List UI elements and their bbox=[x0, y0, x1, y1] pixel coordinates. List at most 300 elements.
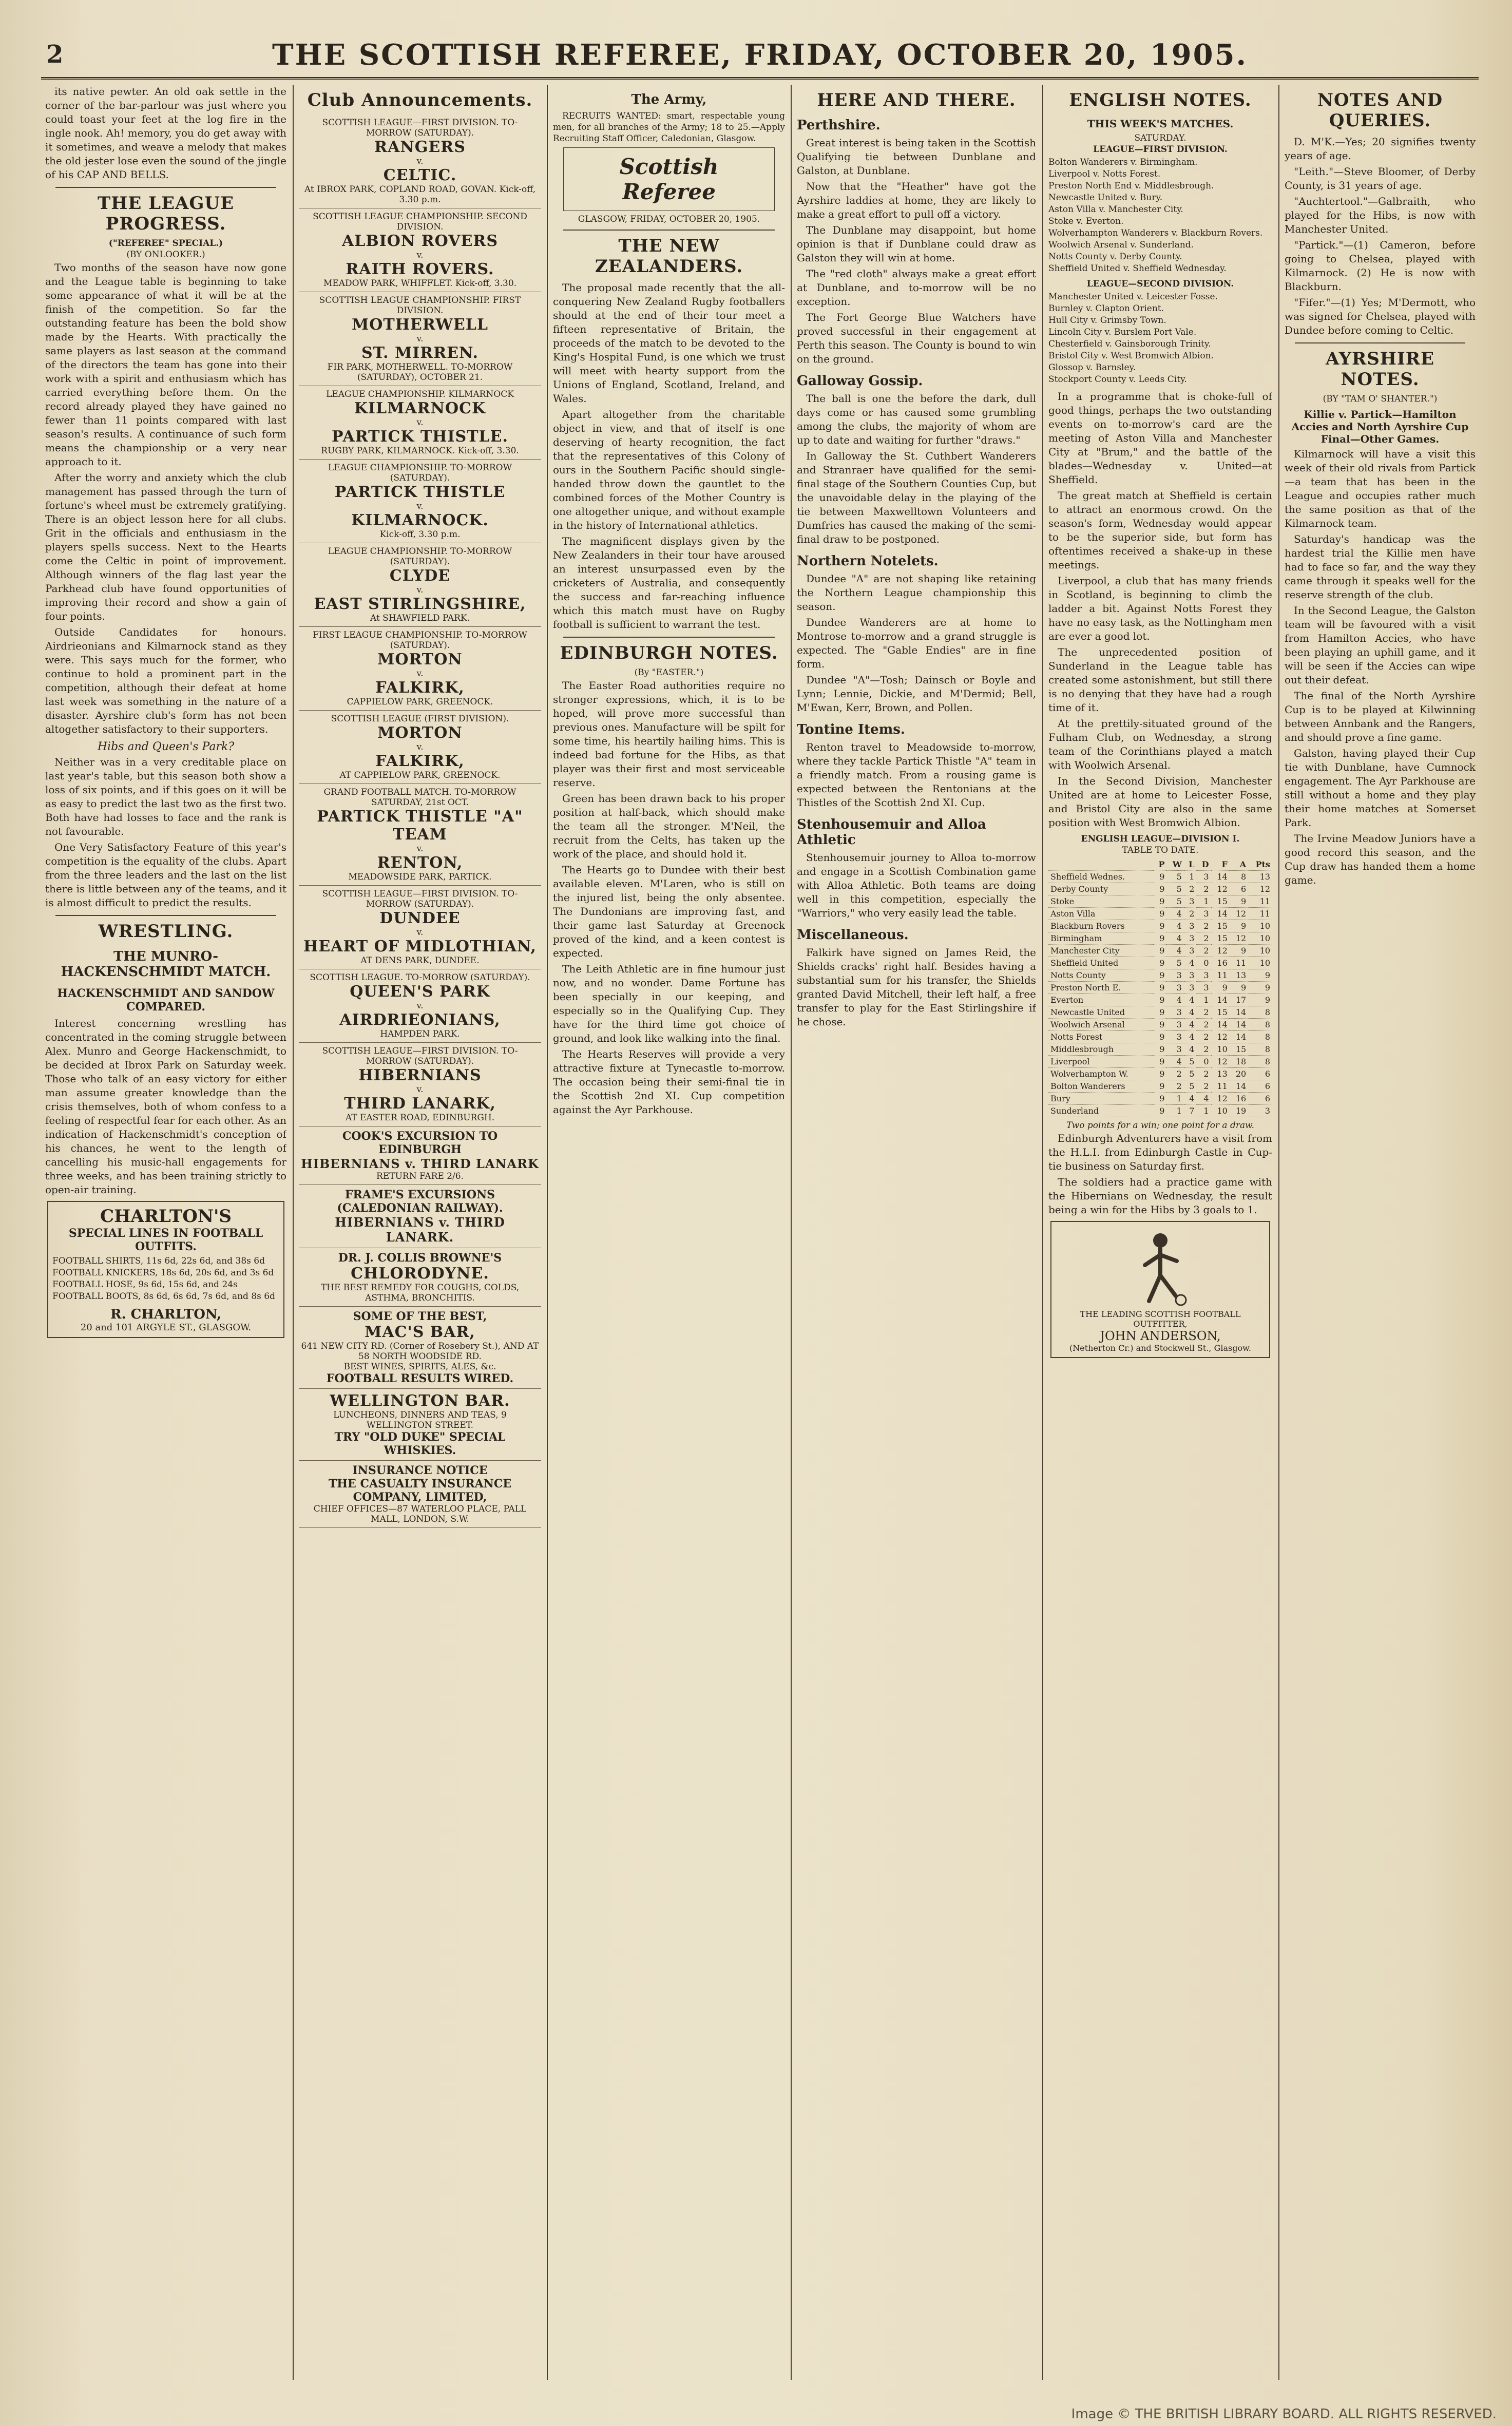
table-cell: 4 bbox=[1166, 908, 1183, 920]
advert-address: CHIEF OFFICES—87 WATERLOO PLACE, PALL MALL, LONDON, S.W. bbox=[313, 1504, 527, 1524]
advert-address: (Netherton Cr.) and Stockwell St., Glasgow. bbox=[1069, 1343, 1251, 1353]
advert-venue: CAPPIELOW PARK, GREENOCK. bbox=[347, 697, 493, 707]
day-label: SATURDAY. bbox=[1134, 133, 1186, 143]
table-cell: 7 bbox=[1184, 1105, 1197, 1117]
table-cell: 3 bbox=[1196, 871, 1211, 883]
table-cell: 11 bbox=[1211, 969, 1230, 982]
table-cell: Sheffield United bbox=[1048, 957, 1154, 969]
club-announcements-heading: Club Announcements. bbox=[307, 90, 533, 110]
fixtures-second-division bbox=[1048, 291, 1272, 386]
advert-versus: v. bbox=[416, 250, 424, 260]
table-cell: Bury bbox=[1048, 1093, 1154, 1105]
advert-address: 641 NEW CITY RD. (Corner of Rosebery St.), AND AT 58 NORTH WOODSIDE RD. bbox=[301, 1341, 539, 1362]
table-cell: 11 bbox=[1248, 908, 1272, 920]
advert-venue: AT DENS PARK, DUNDEE. bbox=[360, 956, 480, 966]
table-cell: 2 bbox=[1196, 932, 1211, 945]
advert-name: THE CASUALTY INSURANCE COMPANY, LIMITED, bbox=[328, 1477, 512, 1504]
table-cell: 2 bbox=[1196, 1019, 1211, 1031]
table-cell: 5 bbox=[1166, 883, 1183, 895]
table-cell: 9 bbox=[1154, 945, 1167, 957]
advert-league: SCOTTISH LEAGUE—FIRST DIVISION. TO-MORROW (SATURDAY). bbox=[322, 889, 518, 909]
table-header-row bbox=[1048, 858, 1272, 871]
insurance-advert bbox=[299, 1461, 541, 1528]
match-advert bbox=[299, 292, 541, 386]
advert-home-team: CLYDE bbox=[389, 567, 451, 585]
table-cell: 12 bbox=[1211, 1031, 1230, 1043]
advert-title: FRAME'S EXCURSIONS (CALEDONIAN RAILWAY). bbox=[337, 1188, 503, 1215]
advert-away-team: FALKIRK, bbox=[375, 679, 465, 697]
table-cell: 2 bbox=[1196, 883, 1211, 895]
table-cell: 5 bbox=[1184, 1056, 1197, 1068]
article-paragraph: Edinburgh Adventurers have a visit from the H.L.I. from Edinburgh Castle in Cup-tie business on Saturday first. bbox=[1048, 1132, 1272, 1172]
article-paragraph: The Leith Athletic are in fine humour just now, and no wonder. Dame Fortune has been specially in our keeping, and especially so in the Qualifying Cup. They have for the third time got choice of ground, and look like walking into the final. bbox=[553, 963, 785, 1044]
match-advert bbox=[299, 114, 541, 208]
article-paragraph: In the Second League, the Galston team will be favoured with a visit from Hamilton Accies, who have been playing an uphill game, and it will be seen if the Accies can wipe out their defeat. bbox=[1285, 604, 1476, 686]
table-cell: 3 bbox=[1166, 1019, 1183, 1031]
advert-venue: At IBROX PARK, COPLAND ROAD, GOVAN. Kick-off, 3.30 p.m. bbox=[304, 184, 536, 205]
article-paragraph: Stenhousemuir journey to Alloa to-morrow and engage in a Scottish Combination game with Alloa Athletic. Both teams are doing well in this competition, especially the "Warriors," who very easily lead the table. bbox=[797, 851, 1036, 919]
article-paragraph: Dundee "A"—Tosh; Dainsch or Boyle and Lynn; Lennie, Dickie, and M'Dermid; Bell, M'Ewan, Kerr, Brown, and Pollen. bbox=[797, 674, 1036, 714]
column-1 bbox=[45, 85, 286, 2385]
table-row bbox=[1048, 1019, 1272, 1031]
club-ads bbox=[299, 114, 541, 1126]
table-cell: 9 bbox=[1230, 920, 1248, 932]
lead-in-paragraph: its native pewter. An old oak settle in the corner of the bar-parlour was just where you could toast your feet at the log fire in the ingle nook. Ah! memory, you do get away with it sometimes, and weave a melody that makes the old jester lose even the sound of the jingle of his CAP AND BELLS. bbox=[45, 85, 286, 181]
advert-league: SCOTTISH LEAGUE—FIRST DIVISION. TO-MORROW (SATURDAY). bbox=[322, 118, 518, 138]
table-row bbox=[1048, 1068, 1272, 1080]
advert-line: FOOTBALL BOOTS, 8s 6d, 6s 6d, 7s 6d, and 8s 6d bbox=[52, 1291, 275, 1302]
article-paragraph: One Very Satisfactory Feature of this year's competition is the equality of the clubs. Apart from the three leaders and the last on the list there is little between any of the teams, and it is almost difficult to predict the results. bbox=[45, 841, 286, 909]
table-cell: 3 bbox=[1166, 1006, 1183, 1019]
table-cell: Derby County bbox=[1048, 883, 1154, 895]
here-and-there-heading: HERE AND THERE. bbox=[817, 90, 1016, 110]
advert-home-team: HIBERNIANS bbox=[358, 1066, 482, 1084]
table-note: Two points for a win; one point for a draw. bbox=[1066, 1120, 1255, 1131]
match-advert bbox=[299, 543, 541, 627]
advert-versus: v. bbox=[416, 668, 424, 679]
paper-title: THE SCOTTISH REFEREE, FRIDAY, OCTOBER 20, 1905. bbox=[272, 38, 1248, 72]
query-paragraph: D. M'K.—Yes; 20 signifies twenty years of age. bbox=[1285, 136, 1476, 162]
table-cell: 9 bbox=[1211, 982, 1230, 994]
table-cell: 5 bbox=[1184, 1080, 1197, 1093]
advert-league: LEAGUE CHAMPIONSHIP. TO-MORROW (SATURDAY). bbox=[328, 463, 512, 483]
table-cell: 0 bbox=[1196, 957, 1211, 969]
fixture-line: Bristol City v. West Bromwich Albion. bbox=[1048, 351, 1214, 361]
fixture-line: Liverpool v. Notts Forest. bbox=[1048, 169, 1161, 179]
article-paragraph: The Dunblane may disappoint, but home opinion is that if Dunblane could draw as Galston they will win at home. bbox=[797, 224, 1036, 264]
advert-name: R. CHARLTON, bbox=[110, 1307, 222, 1322]
advert-versus: v. bbox=[416, 501, 424, 511]
anderson-advert bbox=[1050, 1221, 1270, 1358]
article-paragraph: Interest concerning wrestling has concentrated in the coming struggle between Alex. Munro and George Hackenschmidt, to be decided at Ibrox Park on Saturday week. Those who talk of an easy victory for either man assume greater knowledge than the crisis themselves, both of whom confess to a feeling of respectful fear for each other. As an indication of Hackenschmidt's conception of his chances, he went to the length of cancelling his music-hall engagements for three weeks, and has been training strictly to open-air training. bbox=[45, 1017, 286, 1196]
advert-home-team: MORTON bbox=[377, 724, 463, 742]
charlton-advert bbox=[47, 1201, 284, 1338]
advert-venue: RUGBY PARK, KILMARNOCK. Kick-off, 3.30. bbox=[321, 446, 519, 456]
advert-text: THE BEST REMEDY FOR COUGHS, COLDS, ASTHMA, BRONCHITIS. bbox=[320, 1283, 520, 1303]
table-header-cell: L bbox=[1184, 858, 1197, 871]
advert-text: LUNCHEONS, DINNERS AND TEAS, 9 WELLINGTON STREET. bbox=[333, 1410, 507, 1430]
table-cell: 9 bbox=[1154, 1031, 1167, 1043]
new-zealanders-heading: THE NEW ZEALANDERS. bbox=[595, 236, 743, 277]
division-label: LEAGUE—FIRST DIVISION. bbox=[1093, 144, 1228, 155]
table-cell: 9 bbox=[1154, 969, 1167, 982]
advert-title: INSURANCE NOTICE bbox=[352, 1464, 488, 1477]
table-cell: 12 bbox=[1211, 945, 1230, 957]
advert-line: FOOTBALL HOSE, 9s 6d, 15s 6d, and 24s bbox=[52, 1279, 238, 1290]
table-cell: Stoke bbox=[1048, 895, 1154, 908]
table-cell: 14 bbox=[1230, 1031, 1248, 1043]
table-cell: 11 bbox=[1230, 957, 1248, 969]
advert-league: SCOTTISH LEAGUE CHAMPIONSHIP. SECOND DIVISION. bbox=[313, 212, 527, 232]
table-header-cell: Pts bbox=[1248, 858, 1272, 871]
table-cell: 6 bbox=[1248, 1080, 1272, 1093]
advert-versus: v. bbox=[416, 334, 424, 344]
table-cell: 4 bbox=[1184, 1006, 1197, 1019]
advert-home-team: PARTICK THISTLE bbox=[334, 483, 506, 501]
subheading: Hibs and Queen's Park? bbox=[97, 740, 235, 753]
article-paragraph: Saturday's handicap was the hardest trial the Killie men have had to face so far, and the way they came through it speaks well for the reserve strength of the club. bbox=[1285, 533, 1476, 601]
advert-match: HIBERNIANS v. THIRD LANARK. bbox=[335, 1215, 505, 1245]
table-row bbox=[1048, 1080, 1272, 1093]
table-cell: 2 bbox=[1196, 1043, 1211, 1056]
table-cell: 5 bbox=[1166, 957, 1183, 969]
table-cell: 18 bbox=[1230, 1056, 1248, 1068]
table-cell: 19 bbox=[1230, 1105, 1248, 1117]
table-header-cell: A bbox=[1230, 858, 1248, 871]
table-row bbox=[1048, 994, 1272, 1006]
table-cell: 14 bbox=[1230, 1080, 1248, 1093]
advert-home-team: PARTICK THISTLE "A" TEAM bbox=[317, 808, 523, 844]
table-cell: 6 bbox=[1230, 883, 1248, 895]
fixture-line: Burnley v. Clapton Orient. bbox=[1048, 303, 1164, 314]
macs-bar-advert bbox=[299, 1307, 541, 1389]
fixture-line: Stoke v. Everton. bbox=[1048, 216, 1124, 226]
divider bbox=[55, 187, 276, 188]
table-cell: 9 bbox=[1154, 1043, 1167, 1056]
column-6 bbox=[1285, 85, 1476, 2385]
advert-venue: MEADOWSIDE PARK, PARTICK. bbox=[348, 872, 492, 882]
divider bbox=[563, 637, 775, 638]
table-cell: 4 bbox=[1184, 1031, 1197, 1043]
table-cell: 2 bbox=[1184, 908, 1197, 920]
table-cell: Liverpool bbox=[1048, 1056, 1154, 1068]
match-advert bbox=[299, 711, 541, 784]
advert-versus: v. bbox=[416, 742, 424, 752]
advert-match: HIBERNIANS v. THIRD LANARK bbox=[301, 1156, 539, 1171]
table-cell: 8 bbox=[1248, 1031, 1272, 1043]
table-cell: 9 bbox=[1230, 945, 1248, 957]
article-paragraph: The great match at Sheffield is certain to attract an enormous crowd. On the season's form, Wednesday would appear to be the superior side, but form has oftentimes received a shake-up in these meetings. bbox=[1048, 489, 1272, 571]
army-notice: RECRUITS WANTED: smart, respectable young men, for all branches of the Army; 18 to 25.—Apply Recruiting Staff Officer, Caledonian, Glasgow. bbox=[553, 111, 785, 144]
article-paragraph: Neither was in a very creditable place on last year's table, but this season both show a loss of six points, and if this goes on it will be as easy to predict the last two as the first two. Both have had losses to face and the rank is not favourable. bbox=[45, 756, 286, 837]
article-paragraph: After the worry and anxiety which the club management has passed through the turn of fortune's wheel must be extremely gratifying. There is an object lesson here for all clubs. Grit in the officials and enthusiasm in the players spells success. Next to the Hearts come the Celtic in point of improvement. Although winners of the flag last year the Parkhead club have found opportunities of improving their record and show a gain of four points. bbox=[45, 471, 286, 622]
table-cell: 9 bbox=[1154, 994, 1167, 1006]
match-advert bbox=[299, 784, 541, 886]
table-cell: 8 bbox=[1248, 1019, 1272, 1031]
advert-away-team: CELTIC. bbox=[383, 166, 457, 184]
table-cell: 5 bbox=[1166, 871, 1183, 883]
table-cell: 3 bbox=[1248, 1105, 1272, 1117]
article-paragraph: The magnificent displays given by the New Zealanders in their tour have aroused an interest unsurpassed even by the cricketers of Australia, and consequently the success and far-reaching influence which this match must have on Rugby football is sufficient to warrant the test. bbox=[553, 535, 785, 631]
comparison-heading: HACKENSCHMIDT AND SANDOW COMPARED. bbox=[57, 987, 275, 1014]
table-cell: 8 bbox=[1248, 1056, 1272, 1068]
table-cell: 4 bbox=[1184, 957, 1197, 969]
table-cell: 9 bbox=[1154, 895, 1167, 908]
divider bbox=[563, 230, 775, 231]
table-cell: 16 bbox=[1230, 1093, 1248, 1105]
table-cell: Everton bbox=[1048, 994, 1154, 1006]
table-cell: Notts County bbox=[1048, 969, 1154, 982]
table-cell: 3 bbox=[1184, 920, 1197, 932]
table-cell: 11 bbox=[1211, 1080, 1230, 1093]
table-cell: 15 bbox=[1211, 895, 1230, 908]
table-cell: 8 bbox=[1248, 1043, 1272, 1056]
edinburgh-notes-heading: EDINBURGH NOTES. bbox=[560, 643, 778, 663]
column-3 bbox=[553, 85, 785, 2385]
divider bbox=[55, 915, 276, 916]
division-label: LEAGUE—SECOND DIVISION. bbox=[1086, 279, 1234, 289]
table-row bbox=[1048, 871, 1272, 883]
query-paragraph: "Partick."—(1) Cameron, before going to Chelsea, played with Kilmarnock. (2) He is now with Blackburn. bbox=[1285, 239, 1476, 293]
table-cell: 10 bbox=[1248, 932, 1272, 945]
advert-text: FOOTBALL RESULTS WIRED. bbox=[326, 1372, 514, 1385]
table-row bbox=[1048, 1105, 1272, 1117]
match-advert bbox=[299, 1043, 541, 1126]
advert-league: SCOTTISH LEAGUE (FIRST DIVISION). bbox=[331, 714, 509, 724]
table-cell: 16 bbox=[1211, 957, 1230, 969]
table-cell: 9 bbox=[1154, 1093, 1167, 1105]
query-paragraph: "Auchtertool."—Galbraith, who played for the Hibs, is now with Manchester United. bbox=[1285, 195, 1476, 235]
table-cell: 2 bbox=[1196, 945, 1211, 957]
match-advert bbox=[299, 208, 541, 292]
article-paragraph: Falkirk have signed on James Reid, the Shields cracks' right half. Besides having a substantial sum for his transfer, the Shields granted David Mitchell, their left half, a free transfer to play for the East Stirlingshire if he chose. bbox=[797, 946, 1036, 1028]
advert-name: WELLINGTON BAR. bbox=[330, 1392, 510, 1410]
table-cell: 4 bbox=[1166, 920, 1183, 932]
advert-league: LEAGUE CHAMPIONSHIP. TO-MORROW (SATURDAY). bbox=[328, 546, 512, 567]
table-cell: 2 bbox=[1184, 883, 1197, 895]
table-cell: 14 bbox=[1211, 994, 1230, 1006]
section-heading: Miscellaneous. bbox=[797, 927, 909, 943]
table-cell: Blackburn Rovers bbox=[1048, 920, 1154, 932]
fixture-line: Glossop v. Barnsley. bbox=[1048, 362, 1136, 373]
table-cell: 12 bbox=[1211, 1056, 1230, 1068]
army-heading: The Army, bbox=[631, 92, 707, 107]
table-row bbox=[1048, 1093, 1272, 1105]
advert-versus: v. bbox=[416, 156, 424, 166]
advert-home-team: DUNDEE bbox=[379, 909, 461, 927]
table-cell: 1 bbox=[1184, 871, 1197, 883]
section-heading: Northern Notelets. bbox=[797, 553, 939, 569]
advert-home-team: ALBION ROVERS bbox=[341, 232, 499, 250]
table-cell: Newcastle United bbox=[1048, 1006, 1154, 1019]
match-advert bbox=[299, 386, 541, 460]
table-cell: 9 bbox=[1154, 1056, 1167, 1068]
table-row bbox=[1048, 945, 1272, 957]
table-row bbox=[1048, 920, 1272, 932]
advert-league: SCOTTISH LEAGUE CHAMPIONSHIP. FIRST DIVISION. bbox=[319, 295, 521, 316]
advert-subtitle: SPECIAL LINES IN FOOTBALL OUTFITS. bbox=[68, 1227, 263, 1253]
advert-venue: HAMPDEN PARK. bbox=[380, 1029, 460, 1039]
advert-line: FOOTBALL KNICKERS, 18s 6d, 20s 6d, and 3s 6d bbox=[52, 1268, 274, 1278]
table-cell: 10 bbox=[1211, 1043, 1230, 1056]
advert-home-team: MOTHERWELL bbox=[352, 316, 488, 334]
table-cell: 10 bbox=[1248, 945, 1272, 957]
article-paragraph: The Hearts Reserves will provide a very attractive fixture at Tynecastle to-morrow. The occasion being their semi-final tie in the Scottish 2nd XI. Cup competition against the Ayr Parkhouse. bbox=[553, 1048, 785, 1116]
column-4 bbox=[797, 85, 1036, 2385]
chlorodyne-advert bbox=[299, 1248, 541, 1307]
table-subtitle: TABLE TO DATE. bbox=[1122, 845, 1199, 855]
advert-title: THE LEADING SCOTTISH FOOTBALL OUTFITTER, bbox=[1080, 1309, 1241, 1329]
column-2 bbox=[299, 85, 541, 2385]
fixture-line: Aston Villa v. Manchester City. bbox=[1048, 204, 1183, 215]
table-cell: 6 bbox=[1248, 1093, 1272, 1105]
table-cell: 9 bbox=[1154, 1080, 1167, 1093]
table-cell: 1 bbox=[1166, 1093, 1183, 1105]
fixture-line: Lincoln City v. Burslem Port Vale. bbox=[1048, 327, 1197, 337]
table-cell: 2 bbox=[1166, 1068, 1183, 1080]
table-cell: Sheffield Wednes. bbox=[1048, 871, 1154, 883]
table-cell: 5 bbox=[1166, 895, 1183, 908]
table-cell: Middlesbrough bbox=[1048, 1043, 1154, 1056]
article-paragraph: Kilmarnock will have a visit this week of their old rivals from Partick—a team that has been in the League and occupies rather much the same position as that of the Kilmarnock team. bbox=[1285, 448, 1476, 529]
frame-excursion-advert bbox=[299, 1185, 541, 1248]
advert-title: COOK'S EXCURSION TO EDINBURGH bbox=[342, 1130, 498, 1156]
table-cell: 12 bbox=[1248, 883, 1272, 895]
english-notes-heading: ENGLISH NOTES. bbox=[1069, 90, 1252, 110]
table-cell: 14 bbox=[1211, 871, 1230, 883]
article-paragraph: Green has been drawn back to his proper position at half-back, which should make the team all the stronger. M'Neil, the recruit from the Celts, has taken up the work of the place, and should hold it. bbox=[553, 792, 785, 860]
byline: (BY "TAM O' SHANTER.") bbox=[1323, 394, 1438, 404]
query-paragraph: "Leith."—Steve Bloomer, of Derby County, is 31 years of age. bbox=[1285, 165, 1476, 192]
table-body bbox=[1048, 871, 1272, 1117]
advert-away-team: KILMARNOCK. bbox=[351, 511, 489, 529]
table-cell: 0 bbox=[1196, 1056, 1211, 1068]
table-cell: 3 bbox=[1184, 982, 1197, 994]
table-cell: 3 bbox=[1166, 1031, 1183, 1043]
column-rule bbox=[547, 85, 548, 2380]
column-5 bbox=[1048, 85, 1272, 2385]
article-paragraph: Liverpool, a club that has many friends in Scotland, is beginning to climb the ladder a bit. Against Notts Forest they have no easy task, as the Nottingham men are ever a good lot. bbox=[1048, 575, 1272, 642]
advert-versus: v. bbox=[416, 417, 424, 428]
article-paragraph: Now that the "Heather" have got the Ayrshire laddies at home, they are likely to make a great effort to pull off a victory. bbox=[797, 180, 1036, 220]
article-paragraph: At the prettily-situated ground of the Fulham Club, on Wednesday, a strong team of the Corinthians played a match with Woolwich Arsenal. bbox=[1048, 717, 1272, 771]
fixture-line: Woolwich Arsenal v. Sunderland. bbox=[1048, 240, 1194, 250]
advert-name: JOHN ANDERSON, bbox=[1100, 1329, 1221, 1343]
advert-league: LEAGUE CHAMPIONSHIP. KILMARNOCK bbox=[326, 389, 514, 399]
table-header-cell: P bbox=[1154, 858, 1167, 871]
advert-league: SCOTTISH LEAGUE—FIRST DIVISION. TO-MORROW (SATURDAY). bbox=[322, 1046, 518, 1066]
table-row bbox=[1048, 883, 1272, 895]
table-cell: 9 bbox=[1248, 969, 1272, 982]
table-row bbox=[1048, 1006, 1272, 1019]
fixture-line: Stockport County v. Leeds City. bbox=[1048, 374, 1187, 385]
advert-title: CHARLTON'S bbox=[100, 1206, 232, 1227]
table-cell: 14 bbox=[1211, 1019, 1230, 1031]
table-cell: 1 bbox=[1196, 895, 1211, 908]
table-cell: 9 bbox=[1154, 920, 1167, 932]
table-cell: Notts Forest bbox=[1048, 1031, 1154, 1043]
article-paragraph: The ball is one the before the dark, dull days come or has caused some grumbling among the clubs, the majority of whom are up to date and waiting for further "draws." bbox=[797, 392, 1036, 446]
article-paragraph: The Easter Road authorities require no stronger expressions, which, it is to be hoped, will prove more successful than previous ones. Manufacture will be spilt for some time, his heartily hailing hims. This is indeed bad fortune for the Hibs, as that player was their first and most serviceable reserve. bbox=[553, 679, 785, 789]
table-cell: 2 bbox=[1196, 1006, 1211, 1019]
table-cell: 12 bbox=[1211, 883, 1230, 895]
advert-title: DR. J. COLLIS BROWNE'S bbox=[338, 1251, 502, 1265]
table-cell: 14 bbox=[1230, 1019, 1248, 1031]
table-cell: 12 bbox=[1230, 932, 1248, 945]
table-cell: 1 bbox=[1196, 1105, 1211, 1117]
advert-versus: v. bbox=[416, 585, 424, 595]
table-cell: 3 bbox=[1184, 969, 1197, 982]
table-cell: 9 bbox=[1154, 1019, 1167, 1031]
table-cell: 9 bbox=[1230, 895, 1248, 908]
table-row bbox=[1048, 932, 1272, 945]
advert-venue: MEADOW PARK, WHIFFLET. Kick-off, 3.30. bbox=[323, 278, 517, 289]
table-cell: 3 bbox=[1166, 982, 1183, 994]
table-cell: 9 bbox=[1154, 871, 1167, 883]
masthead bbox=[41, 31, 1479, 77]
advert-venue: Kick-off, 3.30 p.m. bbox=[379, 529, 461, 540]
fixture-line: Hull City v. Grimsby Town. bbox=[1048, 315, 1166, 326]
advert-away-team: THIRD LANARK, bbox=[344, 1095, 496, 1113]
notes-and-queries-heading: NOTES AND QUERIES. bbox=[1317, 90, 1443, 131]
section-heading: Tontine Items. bbox=[797, 722, 905, 737]
league-table bbox=[1048, 858, 1272, 1117]
table-cell: 9 bbox=[1154, 883, 1167, 895]
table-cell: 4 bbox=[1166, 945, 1183, 957]
table-cell: Birmingham bbox=[1048, 932, 1154, 945]
advert-line: FOOTBALL SHIRTS, 11s 6d, 22s 6d, and 38s 6d bbox=[52, 1256, 265, 1266]
advert-league: GRAND FOOTBALL MATCH. TO-MORROW SATURDAY, 21st OCT. bbox=[323, 787, 516, 808]
table-cell: 9 bbox=[1154, 1006, 1167, 1019]
advert-versus: v. bbox=[416, 844, 424, 854]
table-cell: 9 bbox=[1154, 908, 1167, 920]
column-rule bbox=[1278, 85, 1279, 2380]
table-cell: 3 bbox=[1196, 908, 1211, 920]
table-cell: 8 bbox=[1230, 871, 1248, 883]
table-header-cell bbox=[1048, 858, 1154, 871]
article-paragraph: The Hearts go to Dundee with their best available eleven. M'Laren, who is still on the injured list, being the only absentee. The Dundonians are improving fast, and their game last Saturday at Greenock proved of the kind, and a keen contest is expected. bbox=[553, 864, 785, 959]
advert-venue: AT EASTER ROAD, EDINBURGH. bbox=[345, 1113, 495, 1123]
table-cell: 12 bbox=[1211, 1093, 1230, 1105]
table-row bbox=[1048, 957, 1272, 969]
table-cell: 3 bbox=[1196, 982, 1211, 994]
advert-league: FIRST LEAGUE CHAMPIONSHIP. TO-MORROW (SATURDAY). bbox=[313, 630, 527, 651]
fixture-line: Chesterfield v. Gainsborough Trinity. bbox=[1048, 339, 1211, 349]
table-cell: Sunderland bbox=[1048, 1105, 1154, 1117]
column-rule bbox=[1042, 85, 1043, 2380]
advert-venue: AT CAPPIELOW PARK, GREENOCK. bbox=[339, 770, 501, 780]
byline: (By "EASTER.") bbox=[634, 667, 704, 678]
table-cell: Wolverhampton W. bbox=[1048, 1068, 1154, 1080]
table-cell: 20 bbox=[1230, 1068, 1248, 1080]
article-paragraph: The soldiers had a practice game with the Hibernians on Wednesday, the result being a win for the Hibs by 3 goals to 1. bbox=[1048, 1176, 1272, 1216]
ayrshire-notes-heading: AYRSHIRE NOTES. bbox=[1326, 349, 1434, 390]
table-cell: 4 bbox=[1184, 1093, 1197, 1105]
section-heading: Perthshire. bbox=[797, 118, 881, 133]
table-cell: 3 bbox=[1184, 932, 1197, 945]
advert-away-team: PARTICK THISTLE. bbox=[332, 428, 508, 446]
table-cell: 9 bbox=[1154, 957, 1167, 969]
table-cell: 4 bbox=[1184, 994, 1197, 1006]
advert-home-team: MORTON bbox=[377, 651, 463, 668]
fixture-line: Bolton Wanderers v. Birmingham. bbox=[1048, 157, 1198, 167]
table-cell: Preston North E. bbox=[1048, 982, 1154, 994]
article-paragraph: Dundee "A" are not shaping like retaining the Northern League championship this season. bbox=[797, 572, 1036, 613]
subheading: Killie v. Partick—Hamilton Accies and North Ayrshire Cup Final—Other Games. bbox=[1291, 408, 1469, 445]
table-cell: 3 bbox=[1184, 895, 1197, 908]
advert-text: BEST WINES, SPIRITS, ALES, &c. bbox=[343, 1362, 496, 1372]
wellington-bar-advert bbox=[299, 1389, 541, 1461]
